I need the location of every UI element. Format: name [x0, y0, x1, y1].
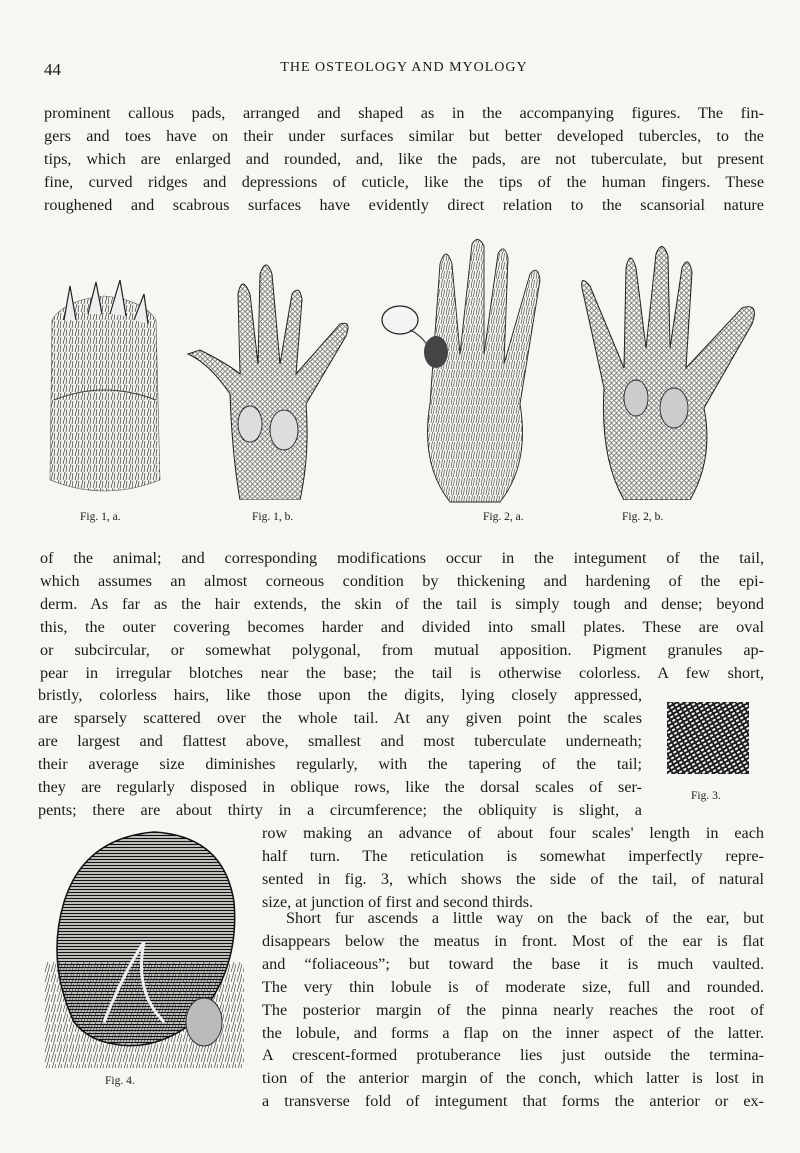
text-line: fine, curved ridges and depressions of cuticle, like the tips of the human fingers. These	[44, 172, 764, 191]
text-line: The posterior margin of the pinna nearly reaches the root of	[262, 1000, 764, 1019]
text-line: gers and toes have on their under surfaces similar but better developed tubercles, to the	[44, 126, 764, 145]
text-line: A crescent-formed protuberance lies just outside the termina-	[262, 1046, 764, 1065]
text-line: disappears below the meatus in front. Most of the ear is flat	[262, 931, 764, 950]
text-line: prominent callous pads, arranged and shaped as in the accompanying figures. The fin-	[44, 104, 764, 122]
text-line: bristly, colorless hairs, like those upon the digits, lying closely appressed,	[38, 686, 642, 704]
paragraph-top	[44, 102, 764, 217]
figure-1a	[44, 280, 164, 502]
page-number: 44	[44, 60, 61, 79]
caption-fig4: Fig. 4.	[105, 1075, 135, 1087]
caption-fig2b: Fig. 2, b.	[622, 511, 664, 523]
page-header	[44, 60, 764, 82]
figure-2a	[380, 234, 560, 504]
text-line: are largest and flattest above, smallest and most tuberculate underneath;	[38, 731, 642, 750]
text-line: roughened and scabrous surfaces have evidently direct relation to the scansorial nature	[44, 195, 764, 214]
figure-1b	[180, 254, 362, 500]
text-line: and “foliaceous”; but toward the base it is much vaulted.	[262, 954, 764, 973]
text-line: a transverse fold of integument that forms the anterior or ex-	[262, 1092, 764, 1111]
text-line: which assumes an almost corneous condition by thickening and hardening of the epi-	[40, 571, 764, 590]
text-line: pents; there are about thirty in a circumference; the obliquity is slight, a	[38, 800, 642, 819]
figure-3	[665, 700, 751, 776]
foot-illustration-1a	[44, 280, 164, 502]
text-line: sented in fig. 3, which shows the side of the tail, of natural	[262, 869, 764, 888]
text-line: they are regularly disposed in oblique rows, like the dorsal scales of ser-	[38, 777, 642, 796]
text-line: The very thin lobule is of moderate size, full and rounded.	[262, 977, 764, 996]
text-line: derm. As far as the hair extends, the skin of the tail is simply tough and dense; beyond	[40, 594, 764, 613]
tail-scales-illustration	[665, 700, 751, 776]
text-line: half turn. The reticulation is somewhat imperfectly repre-	[262, 846, 764, 865]
foot-illustration-2b	[574, 238, 764, 500]
hand-illustration-1b	[180, 254, 362, 500]
figure-4	[44, 822, 244, 1068]
text-line: size, at junction of first and second thirds.	[262, 892, 534, 911]
figure-2b	[574, 238, 764, 500]
running-head: THE OSTEOLOGY AND MYOLOGY	[280, 60, 528, 75]
text-line: are sparsely scattered over the whole tail. At any given point the scales	[38, 708, 642, 727]
caption-fig3: Fig. 3.	[691, 790, 721, 802]
ear-illustration	[44, 822, 244, 1068]
foot-illustration-2a	[380, 234, 560, 504]
caption-fig1a: Fig. 1, a.	[80, 511, 121, 523]
text-line: of the animal; and corresponding modifications occur in the integument of the tail,	[40, 549, 764, 567]
text-line: or subcircular, or somewhat polygonal, from mutual apposition. Pigment granules ap-	[40, 640, 764, 659]
text-line: tion of the anterior margin of the conch, which latter is lost in	[262, 1069, 764, 1088]
text-line: pear in irregular blotches near the base; the tail is otherwise colorless. A few short,	[40, 663, 764, 682]
paragraph-ear	[262, 907, 764, 1113]
text-line: row making an advance of about four scales' length in each	[262, 824, 764, 842]
paragraph-tail-left	[38, 684, 642, 821]
caption-fig2a: Fig. 2, a.	[483, 511, 524, 523]
paragraph-tail-full	[40, 547, 764, 684]
caption-fig1b: Fig. 1, b.	[252, 511, 294, 523]
text-line: tips, which are enlarged and rounded, and, like the pads, are not tuberculate, but present	[44, 149, 764, 168]
text-line: this, the outer covering becomes harder and divided into small plates. These are oval	[40, 617, 764, 636]
text-line: their average size diminishes regularly, with the tapering of the tail;	[38, 754, 642, 773]
text-line: Short fur ascends a little way on the back of the ear, but	[286, 909, 764, 927]
paragraph-tail-right	[262, 822, 764, 914]
text-line: the lobule, and forms a flap on the inner aspect of the latter.	[262, 1023, 764, 1042]
